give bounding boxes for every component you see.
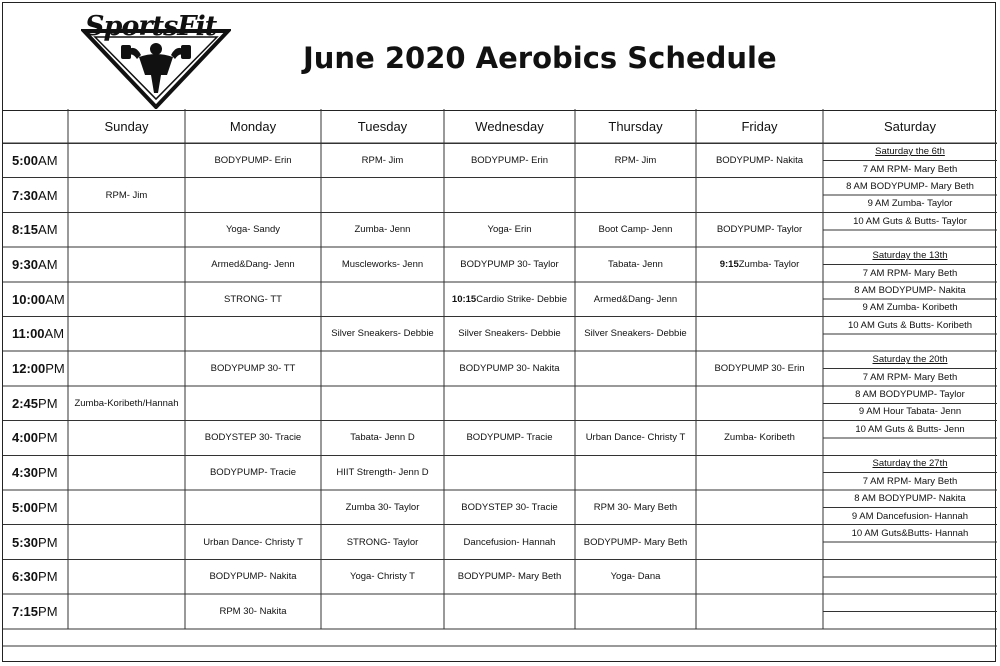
- class-cell: BODYPUMP- Mary Beth: [583, 536, 688, 548]
- saturday-class-item: [823, 230, 997, 247]
- class-cell: BODYPUMP- Nakita: [715, 154, 804, 166]
- saturday-class-item: [823, 594, 997, 611]
- class-cell: RPM 30- Mary Beth: [593, 501, 678, 513]
- class-cell: [68, 351, 185, 386]
- class-cell: STRONG- TT: [224, 293, 282, 305]
- day-header-friday: Friday: [741, 118, 778, 134]
- class-cell: [185, 317, 321, 352]
- class-cell: BODYPUMP- Nakita: [209, 571, 297, 583]
- class-cell: [68, 594, 185, 629]
- class-cell: [575, 386, 696, 421]
- saturday-class-item: 8 AM BODYPUMP- Nakita: [854, 284, 966, 296]
- class-cell: Urban Dance- Christy T: [203, 536, 303, 548]
- class-cell: Zumba- Koribeth: [724, 432, 795, 444]
- saturday-class-item: [823, 438, 997, 455]
- logo-wordmark: SportsFit: [85, 11, 217, 42]
- class-cell: 9:15 Zumba- Taylor: [719, 258, 800, 270]
- time-label: 9:30 AM: [12, 256, 58, 272]
- time-label: 8:15 AM: [12, 222, 58, 238]
- class-cell: BODYSTEP 30- Tracie: [461, 501, 558, 513]
- class-cell: [68, 282, 185, 317]
- class-cell: RPM- Jim: [105, 189, 148, 201]
- class-cell: [185, 178, 321, 213]
- class-cell: [321, 178, 444, 213]
- class-cell: BODYSTEP 30- Tracie: [204, 432, 302, 444]
- saturday-date-header: Saturday the 20th: [872, 354, 948, 366]
- class-cell: BODYPUMP- Tracie: [209, 467, 297, 479]
- class-cell: [696, 282, 823, 317]
- time-label: 5:00 PM: [12, 499, 58, 515]
- saturday-class-item: 8 AM BODYPUMP- Nakita: [854, 493, 966, 505]
- class-cell: HIIT Strength- Jenn D: [336, 467, 429, 479]
- class-cell: Tabata- Jenn: [608, 258, 663, 270]
- class-cell: BODYPUMP- Taylor: [716, 224, 803, 236]
- class-cell: STRONG- Taylor: [346, 536, 419, 548]
- saturday-class-item: [823, 334, 997, 351]
- class-cell: Zumba- Jenn: [354, 224, 411, 236]
- time-label: 5:30 PM: [12, 534, 58, 550]
- class-cell: Zumba 30- Taylor: [345, 501, 420, 513]
- class-cell: BODYPUMP- Mary Beth: [457, 571, 562, 583]
- day-header-monday: Monday: [229, 118, 277, 134]
- time-label: 10:00 AM: [12, 291, 65, 307]
- class-cell: BODYPUMP 30- Taylor: [460, 258, 559, 270]
- class-cell: [68, 247, 185, 282]
- class-cell: BODYPUMP 30- TT: [210, 363, 296, 375]
- class-cell: [575, 351, 696, 386]
- saturday-class-item: 10 AM Guts & Butts- Jenn: [855, 423, 965, 435]
- class-cell: [696, 490, 823, 525]
- class-cell: BODYPUMP- Tracie: [466, 432, 553, 444]
- class-cell: Tabata- Jenn D: [350, 432, 415, 444]
- class-cell: [68, 317, 185, 352]
- class-cell: [444, 178, 575, 213]
- saturday-class-item: 10 AM Guts & Butts- Taylor: [853, 215, 967, 227]
- saturday-class-item: 9 AM Zumba- Taylor: [867, 198, 953, 210]
- saturday-class-item: 10 AM Guts & Butts- Koribeth: [847, 319, 973, 331]
- day-header-tuesday: Tuesday: [357, 118, 408, 134]
- class-cell: [321, 594, 444, 629]
- saturday-class-item: 9 AM Zumba- Koribeth: [862, 302, 958, 314]
- day-header-thursday: Thursday: [608, 118, 663, 134]
- time-label: 4:00 PM: [12, 430, 58, 446]
- time-label: 5:00 AM: [12, 152, 58, 168]
- class-cell: Yoga- Sandy: [225, 224, 281, 236]
- class-cell: 10:15 Cardio Strike- Debbie: [451, 293, 568, 305]
- class-cell: BODYPUMP 30- Nakita: [459, 363, 560, 375]
- time-label: 6:30 PM: [12, 569, 58, 585]
- class-cell: [68, 143, 185, 178]
- class-cell: [444, 594, 575, 629]
- day-header-sunday: Sunday: [104, 118, 149, 134]
- class-cell: BODYPUMP 30- Erin: [714, 363, 805, 375]
- class-cell: [696, 317, 823, 352]
- class-cell: Urban Dance- Christy T: [585, 432, 686, 444]
- class-cell: Silver Sneakers- Debbie: [331, 328, 434, 340]
- time-label: 12:00 PM: [12, 361, 65, 377]
- saturday-class-item: 7 AM RPM- Mary Beth: [862, 267, 958, 279]
- class-cell: Silver Sneakers- Debbie: [458, 328, 561, 340]
- class-cell: [185, 386, 321, 421]
- class-cell: [696, 525, 823, 560]
- class-cell: [68, 212, 185, 247]
- class-cell: Silver Sneakers- Debbie: [584, 328, 687, 340]
- class-cell: Armed&Dang- Jenn: [593, 293, 678, 305]
- saturday-class-item: 10 AM Guts&Butts- Hannah: [851, 527, 969, 539]
- schedule-frame: [2, 2, 996, 662]
- class-cell: BODYPUMP- Erin: [214, 154, 292, 166]
- class-cell: [68, 559, 185, 594]
- class-cell: [696, 455, 823, 490]
- schedule-grid: [3, 3, 997, 663]
- class-cell: Boot Camp- Jenn: [598, 224, 673, 236]
- class-cell: Dancefusion- Hannah: [463, 536, 556, 548]
- day-header-wednesday: Wednesday: [475, 118, 544, 134]
- saturday-date-header: Saturday the 6th: [875, 146, 945, 158]
- day-header-saturday: Saturday: [883, 118, 937, 134]
- class-cell: RPM- Jim: [361, 154, 404, 166]
- saturday-class-item: 9 AM Hour Tabata- Jenn: [858, 406, 962, 418]
- class-cell: RPM 30- Nakita: [219, 605, 287, 617]
- time-label: 7:30 AM: [12, 187, 58, 203]
- class-cell: [696, 594, 823, 629]
- saturday-class-item: 7 AM RPM- Mary Beth: [862, 475, 958, 487]
- time-label: 7:15 PM: [12, 603, 58, 619]
- class-cell: Yoga- Erin: [487, 224, 532, 236]
- class-cell: RPM- Jim: [614, 154, 657, 166]
- saturday-class-item: [823, 577, 997, 594]
- saturday-date-header: Saturday the 13th: [872, 250, 948, 262]
- class-cell: [185, 490, 321, 525]
- page-title: June 2020 Aerobics Schedule: [303, 41, 777, 75]
- saturday-class-item: [823, 559, 997, 576]
- class-cell: [575, 594, 696, 629]
- class-cell: [321, 386, 444, 421]
- class-cell: Armed&Dang- Jenn: [211, 258, 295, 270]
- time-label: 4:30 PM: [12, 465, 58, 481]
- class-cell: Zumba-Koribeth/Hannah: [74, 397, 179, 409]
- time-label: 11:00 AM: [12, 326, 65, 342]
- saturday-class-item: 8 AM BODYPUMP- Mary Beth: [846, 180, 974, 192]
- saturday-class-item: 9 AM Dancefusion- Hannah: [851, 510, 969, 522]
- class-cell: Yoga- Dana: [610, 571, 661, 583]
- class-cell: [321, 282, 444, 317]
- class-cell: Muscleworks- Jenn: [341, 258, 424, 270]
- class-cell: [575, 178, 696, 213]
- time-label: 2:45 PM: [12, 395, 58, 411]
- class-cell: [575, 455, 696, 490]
- saturday-class-item: 7 AM RPM- Mary Beth: [862, 163, 958, 175]
- class-cell: [68, 525, 185, 560]
- saturday-class-item: [823, 542, 997, 559]
- class-cell: [444, 386, 575, 421]
- class-cell: Yoga- Christy T: [350, 571, 415, 583]
- class-cell: [68, 421, 185, 456]
- class-cell: [696, 178, 823, 213]
- class-cell: [696, 386, 823, 421]
- class-cell: [68, 490, 185, 525]
- saturday-date-header: Saturday the 27th: [872, 458, 948, 470]
- saturday-class-item: 7 AM RPM- Mary Beth: [862, 371, 958, 383]
- class-cell: [444, 455, 575, 490]
- class-cell: [696, 559, 823, 594]
- class-cell: BODYPUMP- Erin: [470, 154, 549, 166]
- saturday-class-item: 8 AM BODYPUMP- Taylor: [855, 389, 965, 401]
- class-cell: [321, 351, 444, 386]
- class-cell: [68, 455, 185, 490]
